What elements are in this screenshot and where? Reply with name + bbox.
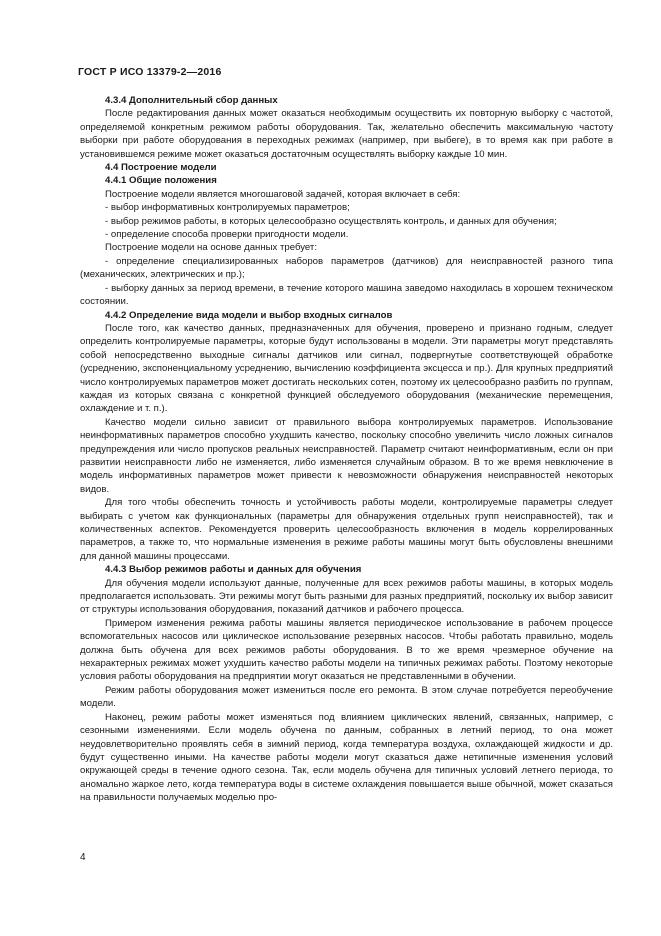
section-heading: 4.4.2 Определение вида модели и выбор входных сигналов — [105, 309, 393, 321]
section-heading: 4.4 Построение модели — [105, 162, 217, 174]
paragraph: Построение модели является многошаговой задачей, которая включает в себя: — [105, 188, 461, 200]
paragraph: Режим работы оборудования может измениться после его ремонта. В этом случае потребуется переобучение модели. — [80, 684, 613, 710]
section-heading: 4.4.3 Выбор режимов работы и данных для обучения — [105, 564, 362, 576]
document-header: ГОСТ Р ИСО 13379-2—2016 — [78, 66, 222, 78]
document-body — [80, 94, 613, 805]
paragraph: Наконец, режим работы может изменяться под влиянием циклических явлений, связанных, например, с сезонными изменениями. Если модель обучена по данным, собранных в летний период, то она может неудовлетворительно проявлять себя в зимний период, когда температура воздуха, охлаждающей жидкости и др. будут существенно иными. На качестве работы модели могут сказаться даже нетипичные изменения условий окружающей среды в течение одного сезона. Так, если модель обучена для типичных условий летнего периода, то аномально жаркое лето, когда температура воды в системе охлаждения повышается выше обычной, может сказаться на правильности получаемых моделью про- — [80, 711, 613, 804]
page-number: 4 — [80, 852, 86, 863]
paragraph: После того, как качество данных, предназначенных для обучения, проверено и признано годным, следует определить контролируемые параметры, которые будут использованы в модели. Эти параметры могут представлять собой непосредственно выходные сигналы датчиков или сигнал, подвергнутые соответствующей обработке (усреднению, экспоненциальному усреднению, вычислению коэффициента эксцесса и пр.). Для крупных предприятий число контролируемых параметров может достигать нескольких сотен, поэтому их целесообразно разбить по группам, каждая из которых связана с конкретной функцией обследуемого оборудования (механические перемещения, охлаждение и т. п.). — [80, 322, 613, 415]
paragraph: Построение модели на основе данных требует: — [105, 242, 317, 254]
paragraph: Для того чтобы обеспечить точность и устойчивость работы модели, контролируемые параметры следует выбирать с учетом как функциональных (параметры для обнаружения отдельных групп неисправностей), так и количественных аспектов. Рекомендуется проверить целесообразность включения в модель коррелированных параметров, а также то, что нормальные изменения в режиме работы машины могут быть обусловлены внешними для данной машины процессами. — [80, 497, 613, 562]
list-item: - выборку данных за период времени, в течение которого машина заведомо находилась в хорошем техническом состоянии. — [80, 282, 613, 308]
section-heading: 4.3.4 Дополнительный сбор данных — [105, 95, 278, 106]
list-item: - выбор информативных контролируемых параметров; — [105, 202, 350, 214]
list-item: - выбор режимов работы, в которых целесообразно осуществлять контроль, и данных для обучения; — [105, 215, 557, 227]
list-item: - определение специализированных наборов параметров (датчиков) для неисправностей разного типа (механических, электрических и пр.); — [80, 255, 613, 281]
paragraph: После редактирования данных может оказаться необходимым осуществить их повторную выборку с частотой, определяемой конкретным режимом работы оборудования. Так, желательно обеспечить максимальную частоту выборки при работе оборудования в переходных режимах (например, при выбеге), в то время как при работе в установившемся режиме может оказаться достаточным осуществлять выборку каждые 10 мин. — [80, 108, 613, 160]
list-item: - определение способа проверки пригодности модели. — [105, 229, 349, 241]
paragraph: Примером изменения режима работы машины является периодическое использование в рабочем процессе вспомогательных насосов или циклическое использование резервных насосов. Чтобы работать правильно, модель должна быть обучена для всех режимов работы оборудования. В то же время чрезмерное обучение на нехарактерных режимах может ухудшить качество работы модели на типичных режимах работы. Поэтому некоторые условия работы оборудования на предприятии могут оказаться не представленными в обучении. — [80, 617, 613, 683]
paragraph: Качество модели сильно зависит от правильного выбора контролируемых параметров. Использование неинформативных параметров способно ухудшить качество, поскольку способно увеличить число ложных сигналов предупреждения или число пропусков реальных неисправностей. Параметр считают неинформативным, если он при развитии неисправности либо не изменяется, либо изменяется случайным образом. В то же время невключение в модель информативных параметров может привести к невозможности обнаружения неисправностей некоторых видов. — [80, 416, 613, 495]
section-heading: 4.4.1 Общие положения — [105, 175, 217, 187]
paragraph: Для обучения модели используют данные, полученные для всех режимов работы машины, в которых модель предполагается использовать. Эти режимы могут быть разными для разных предприятий, поскольку их выбор зависит от структуры использования оборудования, показаний датчиков и рабочего процесса. — [80, 577, 613, 616]
